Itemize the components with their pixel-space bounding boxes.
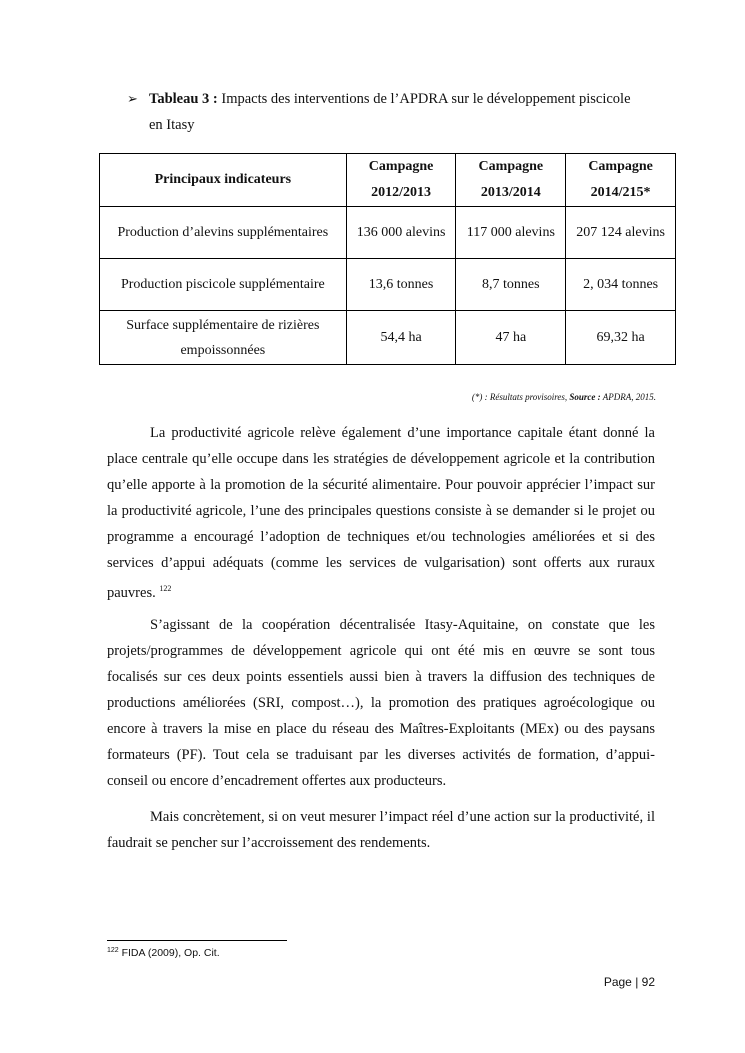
table-cell: 207 124 alevins [566,207,676,259]
table-caption [127,86,667,138]
indicators-table [99,153,676,365]
footnote-number: 122 [107,947,119,954]
table-cell-indicator: Surface supplémentaire de rizières empoissonnées [100,311,347,365]
footnote-text: FIDA (2009), Op. Cit. [118,947,220,959]
footnote [107,947,220,959]
table-cell: 69,32 ha [566,311,676,365]
table-row [100,207,676,259]
header-indicator: Principaux indicateurs [100,154,347,207]
table-cell: 13,6 tonnes [346,259,456,311]
caption-line-1 [127,86,667,112]
arrow-bullet-icon: ➢ [127,91,138,106]
table-cell-indicator: Production d’alevins supplémentaires [100,207,347,259]
table-header-row [100,154,676,207]
source-note: (*) : Résultats provisoires, Source : APDRA, 2015. [471,392,656,402]
caption-line-2: en Itasy [149,117,195,133]
table-cell: 117 000 alevins [456,207,566,259]
table-cell: 2, 034 tonnes [566,259,676,311]
caption-text: Impacts des interventions de l’APDRA sur le développement piscicole [221,91,631,107]
paragraph-1: La productivité agricole relève également d’une importance capitale étant donné la place centrale qu’elle occupe dans les stratégies de développement agricole et la contribution qu’elle apporte à la promotion de la sécurité alimentaire. Pour pouvoir apprécier l’impact sur la productivité agricole, l’une des principales questions consiste à se demander si le projet ou programme a encouragé l’adoption de techniques et/ou technologies améliorées et si des services d’appui adéquats (comme les services de vulgarisation) sont offerts aux ruraux pauvres. $^{122}$ [107,425,655,601]
header-campaign-2014: Campagne 2014/215* [566,154,676,207]
table-cell: 47 ha [456,311,566,365]
page-number: Page | 92 [603,975,655,989]
header-campaign-2012: Campagne 2012/2013 [346,154,456,207]
paragraph-2: S’agissant de la coopération décentralisée Itasy-Aquitaine, on constate que les projets/programmes de développement agricole qui ont été mis en œuvre se sont tous focalisés sur ces deux points essentiels aussi bien à travers la diffusion des techniques de productions améliorées (SRI, compost…), la promotion des pratiques agroécologique ou encore à travers la mise en place du réseau des Maîtres-Exploitants (MEx) ou des paysans formateurs (PF). Tout cela se traduisant par les diverses activités de formation, d’appui-conseil ou encore d’encadrement offertes aux producteurs. [107,617,655,789]
table-cell: 54,4 ha [346,311,456,365]
table-cell: 136 000 alevins [346,207,456,259]
footnote-ref[interactable]: 122 [159,584,172,593]
footnote-divider [107,940,287,941]
header-campaign-2013: Campagne 2013/2014 [456,154,566,207]
caption-label: Tableau 3 : [149,91,218,107]
table-cell: 8,7 tonnes [456,259,566,311]
table-cell-indicator: Production piscicole supplémentaire [100,259,347,311]
table-row [100,311,676,365]
paragraph-3: Mais concrètement, si on veut mesurer l’impact réel d’une action sur la productivité, il faudrait se pencher sur l’accroissement des rendements. [107,809,655,851]
table-row [100,259,676,311]
